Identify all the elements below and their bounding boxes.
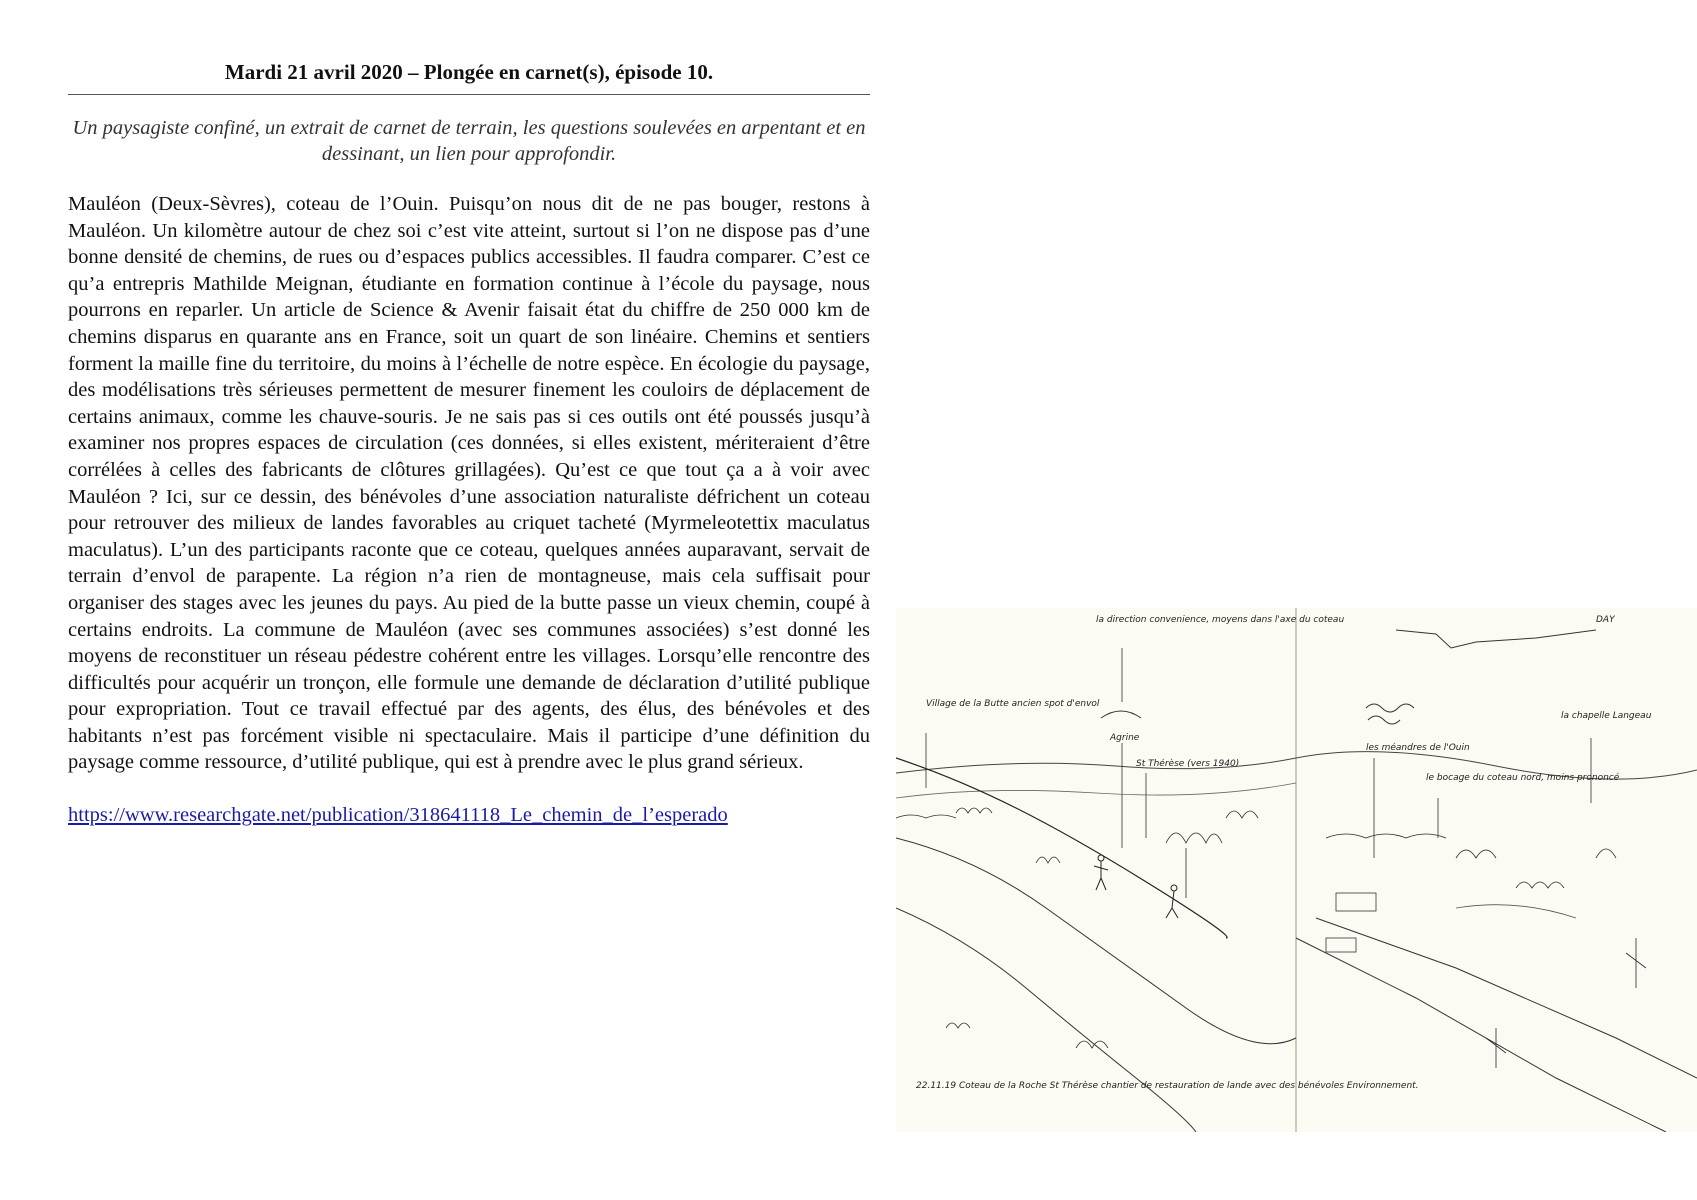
annotation-caption: 22.11.19 Coteau de la Roche St Thérèse chantier de restauration de lande avec des bénévoles Environnement.	[916, 1081, 1419, 1091]
text-column	[68, 58, 870, 828]
field-line	[1456, 905, 1576, 918]
researchgate-link[interactable]: https://www.researchgate.net/publication/318641118_Le_chemin_de_l’esperado	[68, 804, 728, 827]
hill-line	[896, 783, 1296, 798]
annotation-summit: Agrine	[1110, 733, 1140, 743]
ridge-line	[1396, 630, 1596, 648]
annotation-bocage: le bocage du coteau nord, moins prononcé	[1426, 773, 1620, 783]
summit-mound	[1101, 711, 1141, 718]
path-edge	[896, 838, 1296, 1044]
path-edge-lower	[896, 908, 1196, 1132]
hill-slope	[896, 758, 1227, 938]
river-meander	[1366, 704, 1414, 712]
vegetation	[896, 808, 1646, 1068]
annotation-top-right: DAY	[1596, 615, 1615, 625]
field-sketch-drawing	[896, 608, 1697, 1132]
annotation-river: les méandres de l'Ouin	[1366, 743, 1470, 753]
page-subtitle: Un paysagiste confiné, un extrait de carnet de terrain, les questions soulevées en arpentant et en dessinant, un lien pour approfondir.	[72, 117, 866, 165]
building	[1326, 938, 1356, 952]
annotation-left: Village de la Butte ancien spot d'envol	[926, 699, 1100, 709]
building	[1336, 893, 1376, 911]
annotation-top-center: la direction convenience, moyens dans l'axe du coteau	[1096, 615, 1345, 625]
annotation-church: St Thérèse (vers 1940)	[1136, 759, 1240, 769]
annotation-chapel: la chapelle Langeau	[1561, 711, 1652, 721]
road-line-2	[1316, 918, 1697, 1078]
field-sketch-image	[896, 608, 1697, 1132]
body-paragraph: Mauléon (Deux-Sèvres), coteau de l’Ouin. Puisqu’on nous dit de ne pas bouger, restons à Mauléon. Un kilomètre autour de chez soi c’est vite atteint, surtout si l’on ne dispose pas d’une bonne densité de chemins, de rues ou d’espaces publics accessibles. Il faudra comparer. C’est ce qu’a entrepris Mathilde Meignan, étudiante en formation continue à l’école du paysage, nous pourrons en reparler. Un article de Science & Avenir faisait état du chiffre de 250 000 km de chemins disparus en quarante ans en France, soit un quart de son linéaire. Chemins et sentiers forment la maille fine du territoire, du moins à l’échelle de notre espèce. En écologie du paysage, des modélisations très sérieuses permettent de mesurer finement les couloirs de déplacement de certains animaux, comme les chauve-souris. Je ne sais pas si ces outils ont été poussés jusqu’à examiner nos propres espaces de circulation (ces données, si elles existent, mériteraient d’être corrélées à celles des fabricants de clôtures grillagées). Qu’est ce que tout ça a à voir avec Mauléon ? Ici, sur ce dessin, des bénévoles d’une association naturaliste défrichent un coteau pour retrouver des milieux de landes favorables au criquet tacheté (Myrmeleotettix maculatus maculatus). L’un des participants raconte que ce coteau, quelques années auparavant, servait de terrain d’envol de parapente. La région n’a rien de montagneuse, mais cela suffisait pour organiser des stages avec les jeunes du pays. Au pied de la butte passe un vieux chemin, coupé à certains endroits. La commune de Mauléon (avec ses communes associées) s’est donné les moyens de reconstituer un réseau pédestre cohérent entre les villages. Lorsqu’elle rencontre des difficultés pour acquérir un tronçon, elle formule une demande de déclaration d’utilité publique pour expropriation. Tout ce travail effectué par des agents, des élus, des bénévoles et des habitants n’est pas forcément visible ni spectaculaire. Mais il participe d’une définition du paysage comme ressource, d’utilité publique, qui est à prendre avec le plus grand sérieux.	[68, 193, 870, 774]
page-title: Mardi 21 avril 2020 – Plongée en carnet(s), épisode 10.	[68, 58, 870, 95]
river-meander-2	[1368, 716, 1400, 724]
road-line	[1296, 938, 1666, 1132]
volunteer-figures	[1094, 855, 1178, 918]
